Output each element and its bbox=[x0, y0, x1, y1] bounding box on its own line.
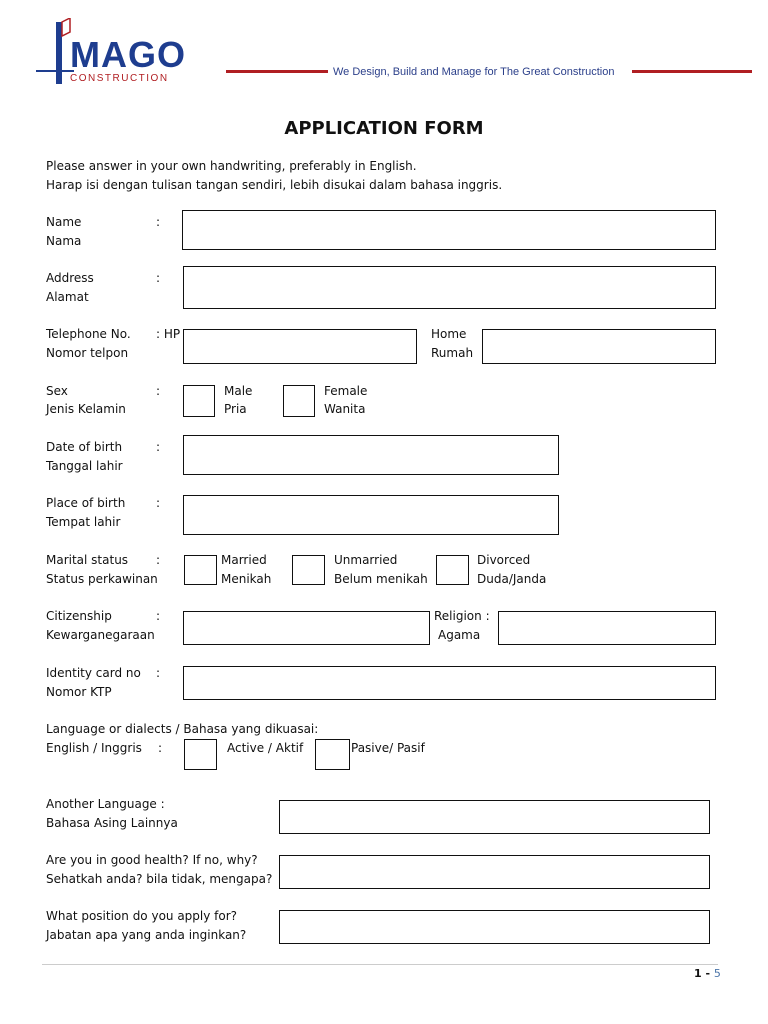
pob-field[interactable] bbox=[183, 495, 559, 535]
health-label: Are you in good health? If no, why? bbox=[46, 853, 258, 867]
header-rule-left bbox=[226, 70, 328, 73]
unmarried-label-id: Belum menikah bbox=[334, 572, 428, 586]
intro-english: Please answer in your own handwriting, preferably in English. bbox=[46, 159, 417, 173]
sex-label-id: Jenis Kelamin bbox=[46, 402, 126, 416]
position-label-id: Jabatan apa yang anda inginkan? bbox=[46, 928, 247, 942]
position-field[interactable] bbox=[279, 910, 710, 944]
name-label: Name bbox=[46, 215, 82, 229]
logo-mark-icon bbox=[34, 18, 74, 90]
identity-colon: : bbox=[156, 666, 161, 680]
divorced-label: Divorced bbox=[477, 553, 531, 567]
marital-label: Marital status bbox=[46, 553, 129, 567]
english-label: English / Inggris bbox=[46, 741, 142, 755]
name-label-id: Nama bbox=[46, 234, 82, 248]
citizenship-field[interactable] bbox=[183, 611, 430, 645]
page-title: APPLICATION FORM bbox=[284, 118, 484, 139]
address-field[interactable] bbox=[183, 266, 716, 309]
male-label-id: Pria bbox=[224, 402, 247, 416]
citizenship-colon: : bbox=[156, 609, 161, 623]
married-checkbox[interactable] bbox=[184, 555, 217, 585]
telephone-label-id: Nomor telpon bbox=[46, 346, 129, 360]
name-colon: : bbox=[156, 215, 161, 229]
citizenship-label-id: Kewarganegaraan bbox=[46, 628, 155, 642]
another-language-label-id: Bahasa Asing Lainnya bbox=[46, 816, 178, 830]
footer-rule bbox=[42, 964, 718, 965]
dob-colon: : bbox=[156, 440, 161, 454]
logo-subtitle: CONSTRUCTION bbox=[70, 73, 169, 84]
dob-label-id: Tanggal lahir bbox=[46, 459, 123, 473]
pob-colon: : bbox=[156, 496, 161, 510]
page-total: 5 bbox=[713, 967, 721, 980]
female-label: Female bbox=[324, 384, 368, 398]
religion-label: Religion : bbox=[434, 609, 490, 623]
another-language-field[interactable] bbox=[279, 800, 710, 834]
logo-wordmark: MAGO bbox=[70, 34, 186, 75]
female-label-id: Wanita bbox=[324, 402, 366, 416]
identity-field[interactable] bbox=[183, 666, 716, 700]
hp-field[interactable] bbox=[183, 329, 417, 364]
address-label-id: Alamat bbox=[46, 290, 89, 304]
sex-label: Sex bbox=[46, 384, 68, 398]
religion-field[interactable] bbox=[498, 611, 716, 645]
citizenship-label: Citizenship bbox=[46, 609, 112, 623]
intro-indonesian: Harap isi dengan tulisan tangan sendiri, lebih disukai dalam bahasa inggris. bbox=[46, 178, 503, 192]
unmarried-checkbox[interactable] bbox=[292, 555, 325, 585]
home-label-id: Rumah bbox=[431, 346, 474, 360]
position-label: What position do you apply for? bbox=[46, 909, 238, 923]
health-label-id: Sehatkah anda? bila tidak, mengapa? bbox=[46, 872, 273, 886]
male-checkbox[interactable] bbox=[183, 385, 215, 417]
address-colon: : bbox=[156, 271, 161, 285]
telephone-label: Telephone No. bbox=[46, 327, 131, 341]
divorced-label-id: Duda/Janda bbox=[477, 572, 547, 586]
marital-label-id: Status perkawinan bbox=[46, 572, 158, 586]
married-label-id: Menikah bbox=[221, 572, 272, 586]
married-label: Married bbox=[221, 553, 267, 567]
name-field[interactable] bbox=[182, 210, 716, 250]
sex-colon: : bbox=[156, 384, 161, 398]
marital-colon: : bbox=[156, 553, 161, 567]
language-heading: Language or dialects / Bahasa yang dikuasai: bbox=[46, 722, 319, 736]
another-language-label: Another Language : bbox=[46, 797, 165, 811]
tagline: We Design, Build and Manage for The Great Construction bbox=[333, 66, 615, 78]
identity-label-id: Nomor KTP bbox=[46, 685, 112, 699]
identity-label: Identity card no bbox=[46, 666, 141, 680]
religion-label-id: Agama bbox=[438, 628, 481, 642]
health-field[interactable] bbox=[279, 855, 710, 889]
dob-label: Date of birth bbox=[46, 440, 123, 454]
address-label: Address bbox=[46, 271, 94, 285]
passive-checkbox[interactable] bbox=[315, 739, 350, 770]
active-label: Active / Aktif bbox=[227, 741, 304, 755]
home-phone-field[interactable] bbox=[482, 329, 716, 364]
home-label: Home bbox=[431, 327, 467, 341]
dob-field[interactable] bbox=[183, 435, 559, 475]
pob-label: Place of birth bbox=[46, 496, 126, 510]
unmarried-label: Unmarried bbox=[334, 553, 398, 567]
page-number bbox=[694, 967, 721, 980]
header-rule-right bbox=[632, 70, 752, 73]
divorced-checkbox[interactable] bbox=[436, 555, 469, 585]
male-label: Male bbox=[224, 384, 253, 398]
passive-label: Pasive/ Pasif bbox=[351, 741, 425, 755]
female-checkbox[interactable] bbox=[283, 385, 315, 417]
active-checkbox[interactable] bbox=[184, 739, 217, 770]
page-separator: - bbox=[701, 967, 714, 980]
pob-label-id: Tempat lahir bbox=[46, 515, 121, 529]
hp-label: : HP bbox=[156, 327, 181, 341]
english-colon: : bbox=[158, 741, 163, 755]
page-current: 1 bbox=[694, 967, 702, 980]
